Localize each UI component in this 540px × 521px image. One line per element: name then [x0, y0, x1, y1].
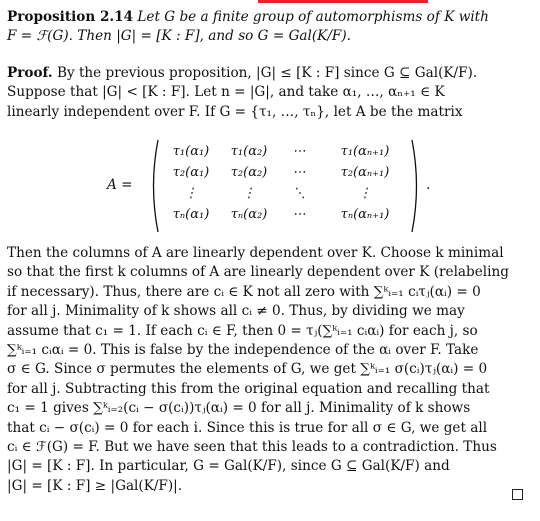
proposition-label: Proposition 2.14 — [7, 9, 134, 25]
top-red-bar — [258, 0, 428, 3]
matrix-cell: τ₂(α₂) — [230, 165, 268, 180]
matrix-cell: ⋮ — [184, 186, 198, 201]
proposition-text-1: Let G be a finite group of automorphisms of K with — [137, 9, 489, 25]
matrix-cell: ⋯ — [292, 165, 306, 180]
proof-intro-text-2: Suppose that |G| < [K : F]. Let n = |G|, and take α₁, …, αₙ₊₁ ∈ K — [7, 84, 445, 101]
proof-intro-text-1: By the previous proposition, |G| ≤ [K : F] since G ⊆ Gal(K/F). — [56, 65, 478, 81]
matrix-trailing-period: . — [426, 177, 431, 193]
matrix-A — [107, 140, 438, 230]
qed-square-icon — [512, 489, 523, 500]
matrix-cell: ⋯ — [292, 207, 306, 222]
proposition-line-1 — [7, 8, 529, 27]
matrix-cell: ⋱ — [292, 186, 306, 201]
proof-body-line: Then the columns of A are linearly dependent over K. Choose k minimal — [7, 245, 504, 261]
matrix-cell: τₙ(α₂) — [230, 207, 268, 222]
matrix-cell: τ₁(α₁) — [172, 144, 210, 159]
matrix-cell: τₙ(αₙ₊₁) — [340, 207, 390, 222]
proof-body-line: that cᵢ − σ(cᵢ) = 0 for each i. Since this is true for all σ ∈ G, we get all — [7, 419, 488, 436]
proof-body-line: for all j. Subtracting this from the original equation and recalling that — [7, 380, 490, 397]
matrix-cell: τ₂(α₁) — [172, 165, 210, 180]
matrix-cell: τₙ(α₁) — [172, 207, 210, 222]
proof-body-line: for all j. Minimality of k shows all cᵢ ≠ 0. Thus, by dividing we may — [7, 303, 465, 320]
proof-intro-block — [7, 64, 529, 122]
matrix-cell: ⋯ — [292, 144, 306, 159]
matrix-cell: τ₁(αₙ₊₁) — [340, 144, 390, 159]
proposition-block — [7, 8, 529, 47]
proof-body-line: σ ∈ G. Since σ permutes the elements of G, we get ∑ᵏᵢ₌₁ σ(cᵢ)τⱼ(αᵢ) = 0 — [7, 361, 488, 378]
left-paren-icon — [148, 138, 160, 234]
proof-intro-text-3: linearly independent over F. If G = {τ₁, …, τₙ}, let A be the matrix — [7, 103, 463, 120]
proof-body-line: ∑ᵏᵢ₌₁ cᵢαᵢ = 0. This is false by the independence of the αᵢ over F. Take — [7, 342, 479, 359]
proof-line-1 — [7, 64, 529, 83]
proof-body-line: |G| = [K : F] ≥ |Gal(K/F)|. — [7, 477, 183, 494]
matrix-cell: τ₂(αₙ₊₁) — [340, 165, 390, 180]
proof-body-line: |G| = [K : F]. In particular, G = Gal(K/F), since G ⊆ Gal(K/F) and — [7, 458, 450, 475]
matrix-cell: ⋮ — [358, 186, 372, 201]
proof-body-block — [7, 244, 529, 496]
proof-body-line: assume that c₁ = 1. If each cᵢ ∈ F, then 0 = τⱼ(∑ᵏᵢ₌₁ cᵢαᵢ) for each j, so — [7, 322, 478, 339]
matrix-cell: ⋮ — [242, 186, 256, 201]
proof-body-line: if necessary). Thus, there are cᵢ ∈ K not all zero with ∑ᵏᵢ₌₁ cᵢτⱼ(αᵢ) = 0 — [7, 283, 481, 300]
proof-body-line: cᵢ ∈ ℱ(G) = F. But we have seen that this leads to a contradiction. Thus — [7, 439, 497, 456]
matrix-label: A = — [107, 177, 133, 193]
right-paren-icon — [410, 138, 422, 234]
matrix-cell: τ₁(α₂) — [230, 144, 268, 159]
proposition-text-2: F = ℱ(G). Then |G| = [K : F], and so G = Gal(K/F). — [7, 28, 351, 45]
proof-label: Proof. — [7, 65, 53, 81]
proof-body-line: c₁ = 1 gives ∑ᵏᵢ₌₂(cᵢ − σ(cᵢ))τⱼ(αᵢ) = 0 for all j. Minimality of k shows — [7, 400, 471, 417]
proof-body-line: so that the first k columns of A are linearly dependent over K (relabeling — [7, 264, 509, 281]
matrix-grid — [162, 142, 410, 226]
